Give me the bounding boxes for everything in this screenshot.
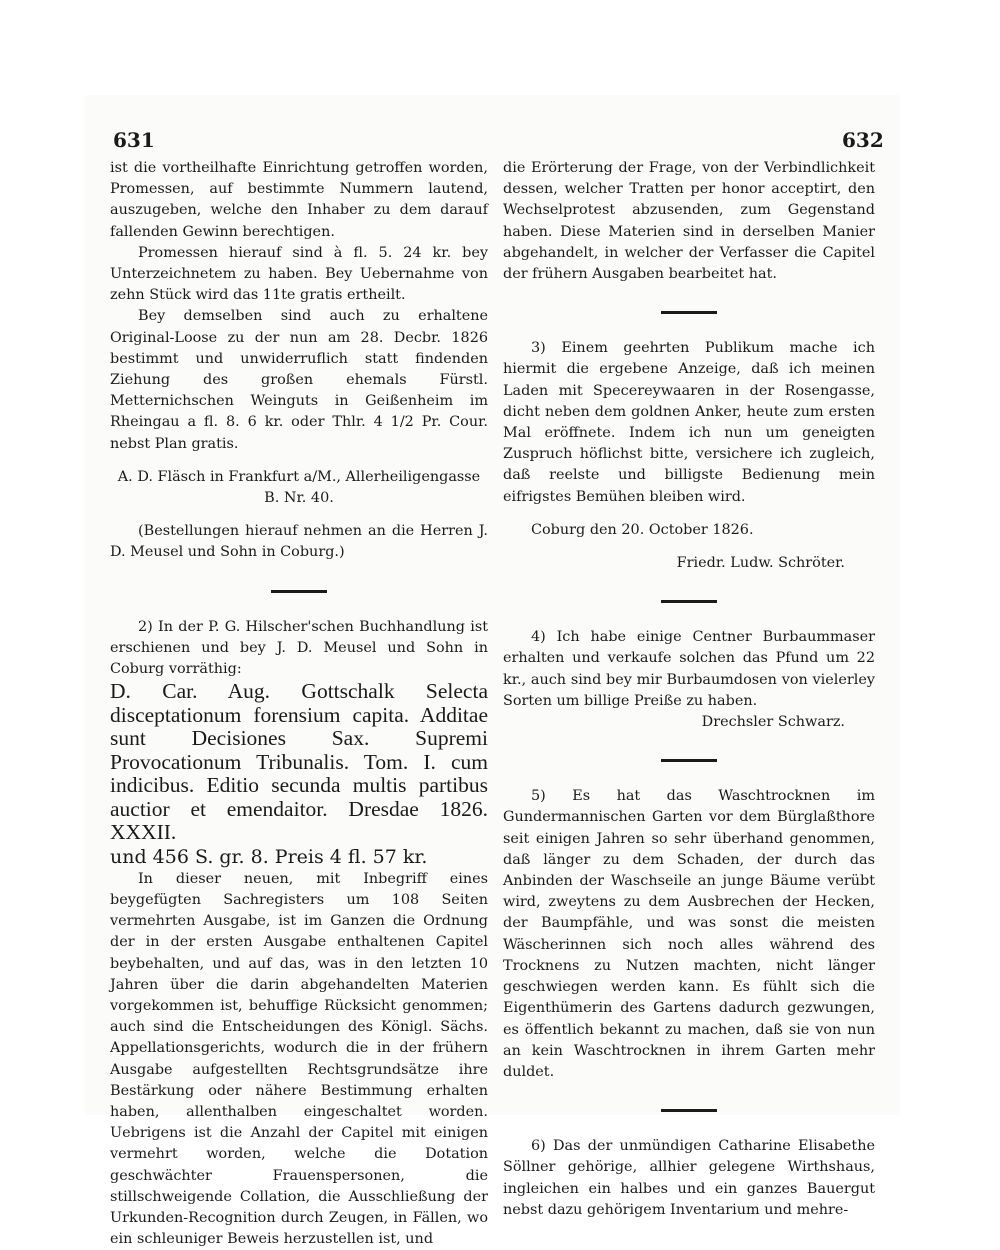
left-column	[110, 158, 488, 1250]
paragraph-book-description: In dieser neuen, mit Inbegriff eines beygefügten Sachregisters um 108 Seiten vermehrten Ausgabe, ist im Ganzen die Ordnung der in der ersten Ausgabe enthaltenen Capitel beybehalten, und auf das, was in den letzten 10 Jahren über die darin abgehandelten Materien vorgekommen ist, behuffige Rücksicht genommen; auch sind die Entscheidungen des Königl. Sächs. Appellationsgerichts, wodurch die in der frühern Ausgabe aufgestellten Rechtsgrundsätze ihre Bestärkung oder nähere Bestimmung erhalten haben, allenthalben eingeschaltet worden. Uebrigens ist die Anzahl der Capitel mit einigen vermehrt worden, welche die Dotation geschwächter Frauenspersonen, die stillschweigende Collation, die Ausschließung der Urkunden-Recognition durch Zeugen, in Fällen, wo ein schleuniger Beweis herzustellen ist, und	[110, 870, 488, 1248]
paragraph-promessen-price: Promessen hierauf sind à fl. 5. 24 kr. bey Unterzeichnetem zu haben. Bey Uebernahme von zehn Stück wird das 11te gratis ertheilt.	[110, 244, 488, 304]
paragraph-laden-anzeige: 3) Einem geehrten Publikum mache ich hiermit die ergebene Anzeige, daß ich meinen Laden mit Specereywaaren in der Rosengasse, dicht neben dem goldnen Anker, heute zum ersten Mal eröffnete. Indem ich nun um geneigten Zuspruch höflichst bitte, versichere ich zugleich, daß reelste und billigste Bedienung mein eifrigstes Bemühen bleiben wird.	[503, 340, 875, 505]
book-title-latin: D. Car. Aug. Gottschalk Selecta disceptationum forensium capita. Additae sunt Decisiones Sax. Supremi Provocationum Tribunalis. Tom. I. cum indicibus. Editio secunda multis partibus auctior et emendaitor. Dresdae 1826. XXXII.	[110, 679, 488, 845]
section-divider	[661, 311, 717, 314]
paragraph-waschtrocknen: 5) Es hat das Waschtrocknen im Gundermannischen Garten vor dem Bürglaßthore seit einigen Jahren so sehr überhand genommen, daß länger zu dem Schaden, der durch das Anbinden der Waschseile an junge Bäume verübt wird, zweytens zu dem Ausbrechen der Hecken, der Baumpfähle, und was sonst die meisten Wäscherinnen sich noch alles während des Trocknens zu Nutzen machten, nicht länger geschwiegen werden kann. Es fühlt sich die Eigenthümerin des Gartens dadurch gezwungen, es öffentlich bekannt zu machen, daß sie von nun an kein Waschtrocknen in ihrem Garten mehr duldet.	[503, 788, 875, 1080]
paragraph-wirthshaus: 6) Das der unmündigen Catharine Elisabethe Söllner gehörige, allhier gelegene Wirthshaus, ingleichen ein halbes und ein ganzes Bauergut nebst dazu gehörigem Inventarium und mehre-	[503, 1138, 875, 1218]
section-divider	[661, 600, 717, 603]
signature-flaesch: A. D. Fläsch in Frankfurt a/M., Allerheiligengasse B. Nr. 40.	[117, 468, 481, 507]
right-column	[503, 158, 875, 1221]
paragraph-burbaum: 4) Ich habe einige Centner Burbaummaser erhalten und verkaufe solchen das Pfund um 22 kr., auch sind bey mir Burbaumdosen von vielerley Sorten um billige Preiße zu haben.	[503, 629, 875, 709]
page-number-right: 632	[842, 128, 884, 152]
paragraph-erorterung: die Erörterung der Frage, von der Verbindlichkeit dessen, welcher Tratten per honor acceptirt, den Wechselprotest abzusenden, zum Gegenstand haben. Diese Materien sind in derselben Manier abgehandelt, in welcher der Verfasser die Capitel der frühern Ausgaben bearbeitet hat.	[503, 160, 875, 283]
paragraph-bestellungen: (Bestellungen hierauf nehmen an die Herren J. D. Meusel und Sohn in Coburg.)	[110, 523, 488, 561]
section-divider	[271, 590, 327, 593]
signature-schroeter: Friedr. Ludw. Schröter.	[676, 555, 845, 572]
paragraph-promessen-intro: ist die vortheilhafte Einrichtung getroffen worden, Promessen, auf bestimmte Nummern lautend, auszugeben, welche den Inhaber zu dem darauf fallenden Gewinn berechtigen.	[110, 160, 488, 240]
section-divider	[661, 1109, 717, 1112]
page-number-left: 631	[113, 128, 155, 152]
date-coburg: Coburg den 20. October 1826.	[531, 521, 754, 538]
paragraph-buchhandlung: 2) In der P. G. Hilscher'schen Buchhandlung ist erschienen und bey J. D. Meusel und Sohn in Coburg vorräthig:	[110, 618, 488, 678]
signature-schwarz: Drechsler Schwarz.	[701, 714, 845, 731]
paragraph-original-loose: Bey demselben sind auch zu erhaltene Original-Loose zu der nun am 28. Decbr. 1826 bestimmt und unwiderruflich statt findenden Ziehung des großen ehemals Fürstl. Metternichschen Weinguts in Geißenheim im Rheingau a fl. 8. 6 kr. oder Thlr. 4 1/2 Pr. Cour. nebst Plan gratis.	[110, 308, 488, 452]
section-divider	[661, 759, 717, 762]
book-price-line: und 456 S. gr. 8. Preis 4 fl. 57 kr.	[110, 845, 428, 868]
